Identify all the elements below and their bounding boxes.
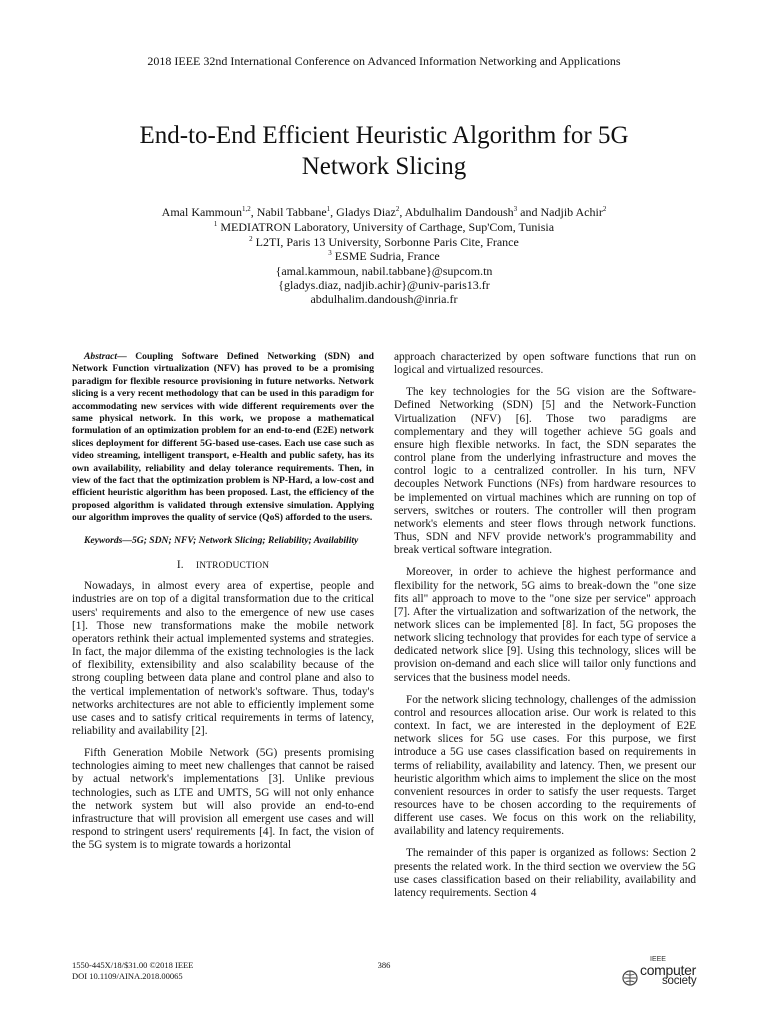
left-column: [72, 351, 374, 861]
body-paragraph: The key technologies for the 5G vision are the Software-Defined Networking (SDN) [5] and the Network-Function Virtualization (NFV) [6]. Those two paradigms are complementary and they will together achieve 5G goals and ensure high flexible networks. In fact, the SDN separates the control plane from the underlying infrastructure and moves the control logic to a centralized controller. In his turn, NFV decouples Network Functions (NFs) from hardware resources to be implemented on virtual machines which are running on top of servers, switches or routers. The controller will then program network's elements and steer flows through network functions. Thus, SDN and NFV provide network's programmability and break vertical software integration.: [394, 386, 696, 557]
affiliation-line: [60, 220, 708, 234]
logo-ieee-text: IEEE: [650, 956, 666, 963]
author-name: Abdulhalim Dandoush: [404, 205, 514, 219]
conference-header: 2018 IEEE 32nd International Conference on Advanced Information Networking and Applications: [147, 54, 621, 68]
email-line: abdulhalim.dandoush@inria.fr: [310, 292, 458, 307]
ieee-computer-society-logo: [622, 956, 712, 990]
section-number: I.: [176, 559, 184, 572]
abstract-label: Abstract: [84, 351, 118, 362]
author-affiliation-mark: 2: [395, 205, 400, 213]
section-heading-introduction: [72, 559, 374, 573]
author-separator: and: [517, 205, 541, 219]
author-name: Nadjib Achir: [540, 205, 603, 219]
author-name: Gladys Diaz: [336, 205, 396, 219]
right-column: [394, 351, 696, 909]
body-paragraph: For the network slicing technology, challenges of the admission control and resources allocation arise. Our work is related to this context. In fact, we are interested in the deployment of E2E network slices for 5G use cases. For this purpose, we first introduce a 5G use cases classification based on requirements in terms of reliability, availability and latency. Then, we present our heuristic algorithm which aims to implement the slice on the most convenient resources in order to satisfy the user requests. Target resources have to be chosen according to the requirements of different use cases. We focus on this work on the reliability, availability and latency requirements.: [394, 693, 696, 838]
body-paragraph: The remainder of this paper is organized as follows: Section 2 presents the related work. In the third section we overview the 5G use cases classification based on their reliability, availability and latency requirements. Section 4: [394, 847, 696, 899]
affiliation-number: 3: [328, 249, 332, 258]
author-block: [60, 205, 708, 307]
author-name: Amal Kammoun: [161, 205, 242, 219]
title-line-2: Network Slicing: [301, 153, 467, 180]
affiliation-text: MEDIATRON Laboratory, University of Carthage, Sup'Com, Tunisia: [217, 220, 555, 235]
affiliation-text: ESME Sudria, France: [331, 249, 440, 264]
logo-society-text: society: [662, 975, 697, 987]
author-separator: ,: [330, 205, 337, 219]
author-separator: ,: [250, 205, 257, 219]
paper-title: [90, 120, 678, 182]
abstract-text: — Coupling Software Defined Networking (SDN) and Network Function virtualization (NFV) has proved to be a promising paradigm for flexible resource provisioning in future networks. Network slicing is a very recent methodology that can be used in this paradigm for accommodating new services with wide different requirements over the same physical network. In this work, we propose a mathematical formulation of an optimization problem for an end-to-end (E2E) network slices deployment for different 5G-based use-cases. Each use case such as video streaming, intelligent transport, e-Health and public safety, has its own availability, reliability and delay tolerance requirements. Then, in view of the fact that the optimization problem is NP-Hard, a low-cost and efficient heuristic algorithm has been proposed. Last, the efficiency of the proposed algorithm is validated through extensive simulation. Applying our algorithm improves the quality of service (QoS) afforded to the users.: [72, 351, 374, 524]
footer-doi: DOI 10.1109/AINA.2018.00065: [72, 970, 183, 981]
email-line: {gladys.diaz, nadjib.achir}@univ-paris13.fr: [278, 278, 490, 293]
section-title: INTRODUCTION: [195, 561, 270, 572]
author-affiliation-mark: 1,2: [242, 205, 251, 213]
affiliation-line: [60, 249, 708, 263]
author-affiliation-mark: 2: [602, 205, 607, 213]
body-paragraph: Moreover, in order to achieve the highest performance and flexibility for the network, 5G aims to break-down the "one size fits all" approach to move to the "one size per service" approach [7]. After the virtualization and softwarization of the network, the network slices can be implemented [8]. In fact, 5G proposes the network slicing technology that provides for each type of service a dedicated network slice [9]. Using this technology, slices will be provision on-demand and each slice will tailor only functions and services that the business model needs.: [394, 566, 696, 684]
author-affiliation-mark: 1: [326, 205, 331, 213]
abstract: [72, 351, 374, 525]
affiliation-number: 2: [249, 234, 253, 243]
ieee-computer-society-logo-icon: [622, 970, 638, 986]
author-separator: ,: [399, 205, 405, 219]
affiliation-number: 1: [213, 220, 218, 229]
page-number: 386: [377, 960, 391, 970]
title-line-1: End-to-End Efficient Heuristic Algorithm for 5G: [139, 122, 629, 149]
author-affiliation-mark: 3: [513, 205, 518, 213]
footer-issn: 1550-445X/18/$31.00 ©2018 IEEE: [72, 960, 194, 970]
body-paragraph: Nowadays, in almost every area of expertise, people and industries are on top of a digital transformation due to the critical users' requirements and also to the emergence of new use cases [1]. Those new transformations make the mobile network operators rethink their actual implemented systems and strategies. In fact, the major dilemma of the existing technologies is the lack of flexibility, extensibility and also scalability because of the strong coupling between data plane and control plane and also to the vertical implementation of network's software. Thus, today's networks architectures are not able to efficiently implement some use cases and to satisfy critical requirements in terms of latency, reliability and availability [2].: [72, 580, 374, 737]
email-line: {amal.kammoun, nabil.tabbane}@supcom.tn: [275, 263, 493, 278]
body-paragraph: approach characterized by open software functions that run on logical and virtualized resources.: [394, 351, 696, 377]
affiliation-text: L2TI, Paris 13 University, Sorbonne Paris Cite, France: [252, 234, 519, 249]
author-name: Nabil Tabbane: [256, 205, 327, 219]
body-paragraph: Fifth Generation Mobile Network (5G) presents promising technologies aiming to meet new challenges that cannot be raised by actual network's implementations [3]. Unlike previous technologies, such as LTE and UMTS, 5G will not only enhance the network system but will also provide an end-to-end infrastructure that will provision all emergent use cases and will respond to stringent users' requirements [4]. In fact, the vision of the 5G system is to migrate towards a horizontal: [72, 747, 374, 852]
logo-computer-text: computer: [640, 962, 696, 978]
author-names: [60, 205, 708, 219]
affiliation-line: [60, 235, 708, 249]
keywords: Keywords—5G; SDN; NFV; Network Slicing; Reliability; Availability: [84, 534, 359, 546]
